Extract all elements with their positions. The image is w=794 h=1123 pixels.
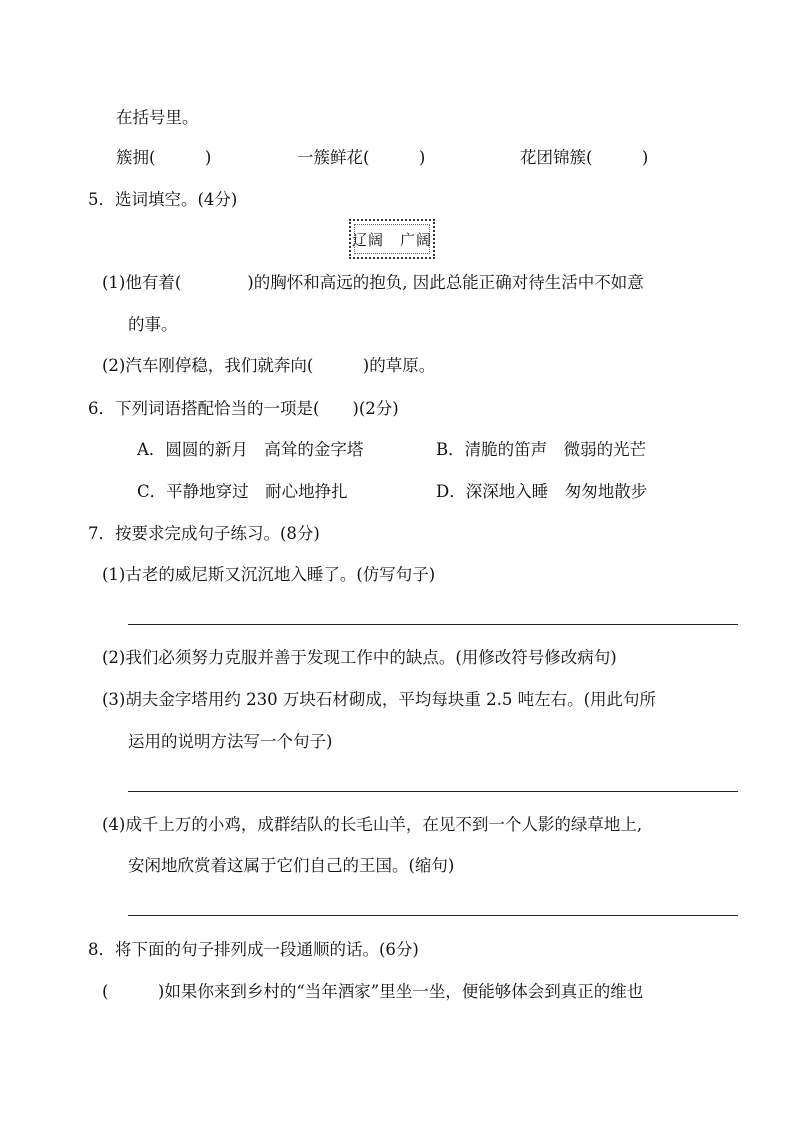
- question-5-2: (2)汽车刚停稳，我们就奔向( )的草原。: [102, 356, 436, 375]
- question-7-4-cont: 安闲地欣赏着这属于它们自己的王国。(缩句): [128, 856, 455, 875]
- question-5-1: (1)他有着( )的胸怀和高远的抱负, 因此总能正确对待生活中不如意: [102, 273, 644, 292]
- word-item-huatuanjincu: 花团锦簇( ): [520, 148, 649, 167]
- question-7-2: (2)我们必须努力克服并善于发现工作中的缺点。(用修改符号修改病句): [102, 648, 617, 667]
- word-choice-text: 辽阔 广阔: [351, 230, 432, 249]
- question-5-1-cont: 的事。: [128, 315, 178, 334]
- question-6-option-a: A．圆圆的新月 高耸的金字塔: [137, 440, 364, 459]
- question-7-4: (4)成千上万的小鸡，成群结队的长毛山羊，在见不到一个人影的绿草地上,: [102, 815, 643, 834]
- question-7-3-cont: 运用的说明方法写一个句子): [128, 732, 333, 751]
- question-7-title: 7．按要求完成句子练习。(8分): [88, 524, 320, 543]
- question-6-option-b: B．清脆的笛声 微弱的光芒: [436, 440, 647, 459]
- word-item-yicuxianhua: 一簇鲜花( ): [297, 148, 426, 167]
- question-5-title: 5．选词填空。(4分): [88, 190, 238, 209]
- question-8-sentence-1: ( )如果你来到乡村的“当年酒家”里坐一坐，便能够体会到真正的维也: [102, 982, 644, 1001]
- instruction-continuation: 在括号里。: [116, 108, 199, 127]
- word-item-cuyong: 簇拥( ): [116, 148, 212, 167]
- question-7-3: (3)胡夫金字塔用约 230 万块石材砌成，平均每块重 2.5 吨左右。(用此句所: [102, 690, 657, 709]
- answer-line-7-3[interactable]: [128, 791, 738, 792]
- question-7-1: (1)古老的威尼斯又沉沉地入睡了。(仿写句子): [102, 565, 436, 584]
- word-choice-box: [349, 219, 435, 259]
- question-8-title: 8．将下面的句子排列成一段通顺的话。(6分): [88, 940, 419, 959]
- question-6-option-d: D．深深地入睡 匆匆地散步: [436, 482, 648, 501]
- answer-line-7-1[interactable]: [128, 624, 738, 625]
- answer-line-7-4[interactable]: [128, 915, 738, 916]
- question-6-title: 6．下列词语搭配恰当的一项是( )(2分): [88, 399, 399, 418]
- question-6-option-c: C．平静地穿过 耐心地挣扎: [137, 482, 348, 501]
